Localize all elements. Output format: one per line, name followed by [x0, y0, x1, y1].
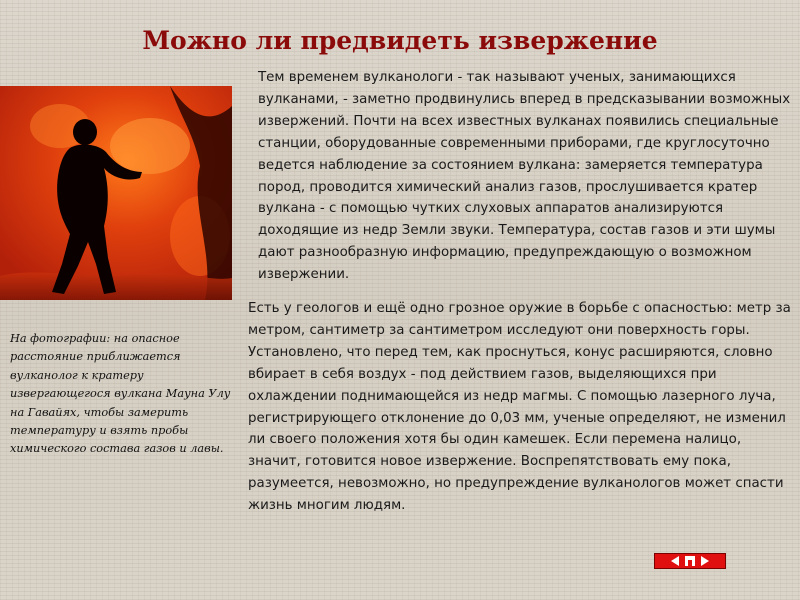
arrow-right-icon[interactable]: [701, 556, 709, 566]
arrow-left-icon[interactable]: [671, 556, 679, 566]
home-icon[interactable]: [685, 556, 695, 566]
volcanologist-photo: [0, 86, 232, 300]
navigation-buttons[interactable]: [654, 553, 726, 569]
volcanologist-silhouette-photo: [0, 86, 232, 300]
body-paragraph-2: Есть у геологов и ещё одно грозное оружие в борьбе с опасностью: метр за метром, сантиметр за сантиметром исследуют они поверхность горы. Установлено, что перед тем, как проснуться, конус расширяются, словно вбирает в себя воздух - под действием газов, выделяющихся при охлаждении поднимающейся из недр магмы. С помощью лазерного луча, регистрирующего отклонение до 0,03 мм, ученые определяют, не изменил ли своего положения хотя бы один камешек. Если перемена налицо, значит, готовится новое извержение. Воспрепятствовать ему пока, разумеется, невозможно, но предупреждение вулканологов может спасти жизнь многим людям.: [248, 301, 791, 514]
page-title: Можно ли предвидеть извержение: [142, 26, 658, 55]
photo-caption: На фотографии: на опасное расстояние приближается вулканолог к кратеру извергающегося вулкана Мауна Улу на Гавайях, чтобы замерить температуру и взять пробы химического состава газов и лавы.: [10, 332, 231, 456]
body-paragraph-1: Тем временем вулканологи - так называют ученых, занимающихся вулканами, - заметно продвинулись вперед в предсказывании возможных извержений. Почти на всех известных вулканах появились специальные станции, оборудованные современными приборами, где круглосуточно ведется наблюдение за состоянием вулкана: замеряется температура пород, проводится химический анализ газов, прослушивается кратер вулкана - с помощью чутких слуховых аппаратов анализируются доходящие из недр Земли звуки. Температура, состав газов и эти шумы дают разнообразную информацию, предупреждающую о возможном извержении.: [258, 70, 791, 283]
